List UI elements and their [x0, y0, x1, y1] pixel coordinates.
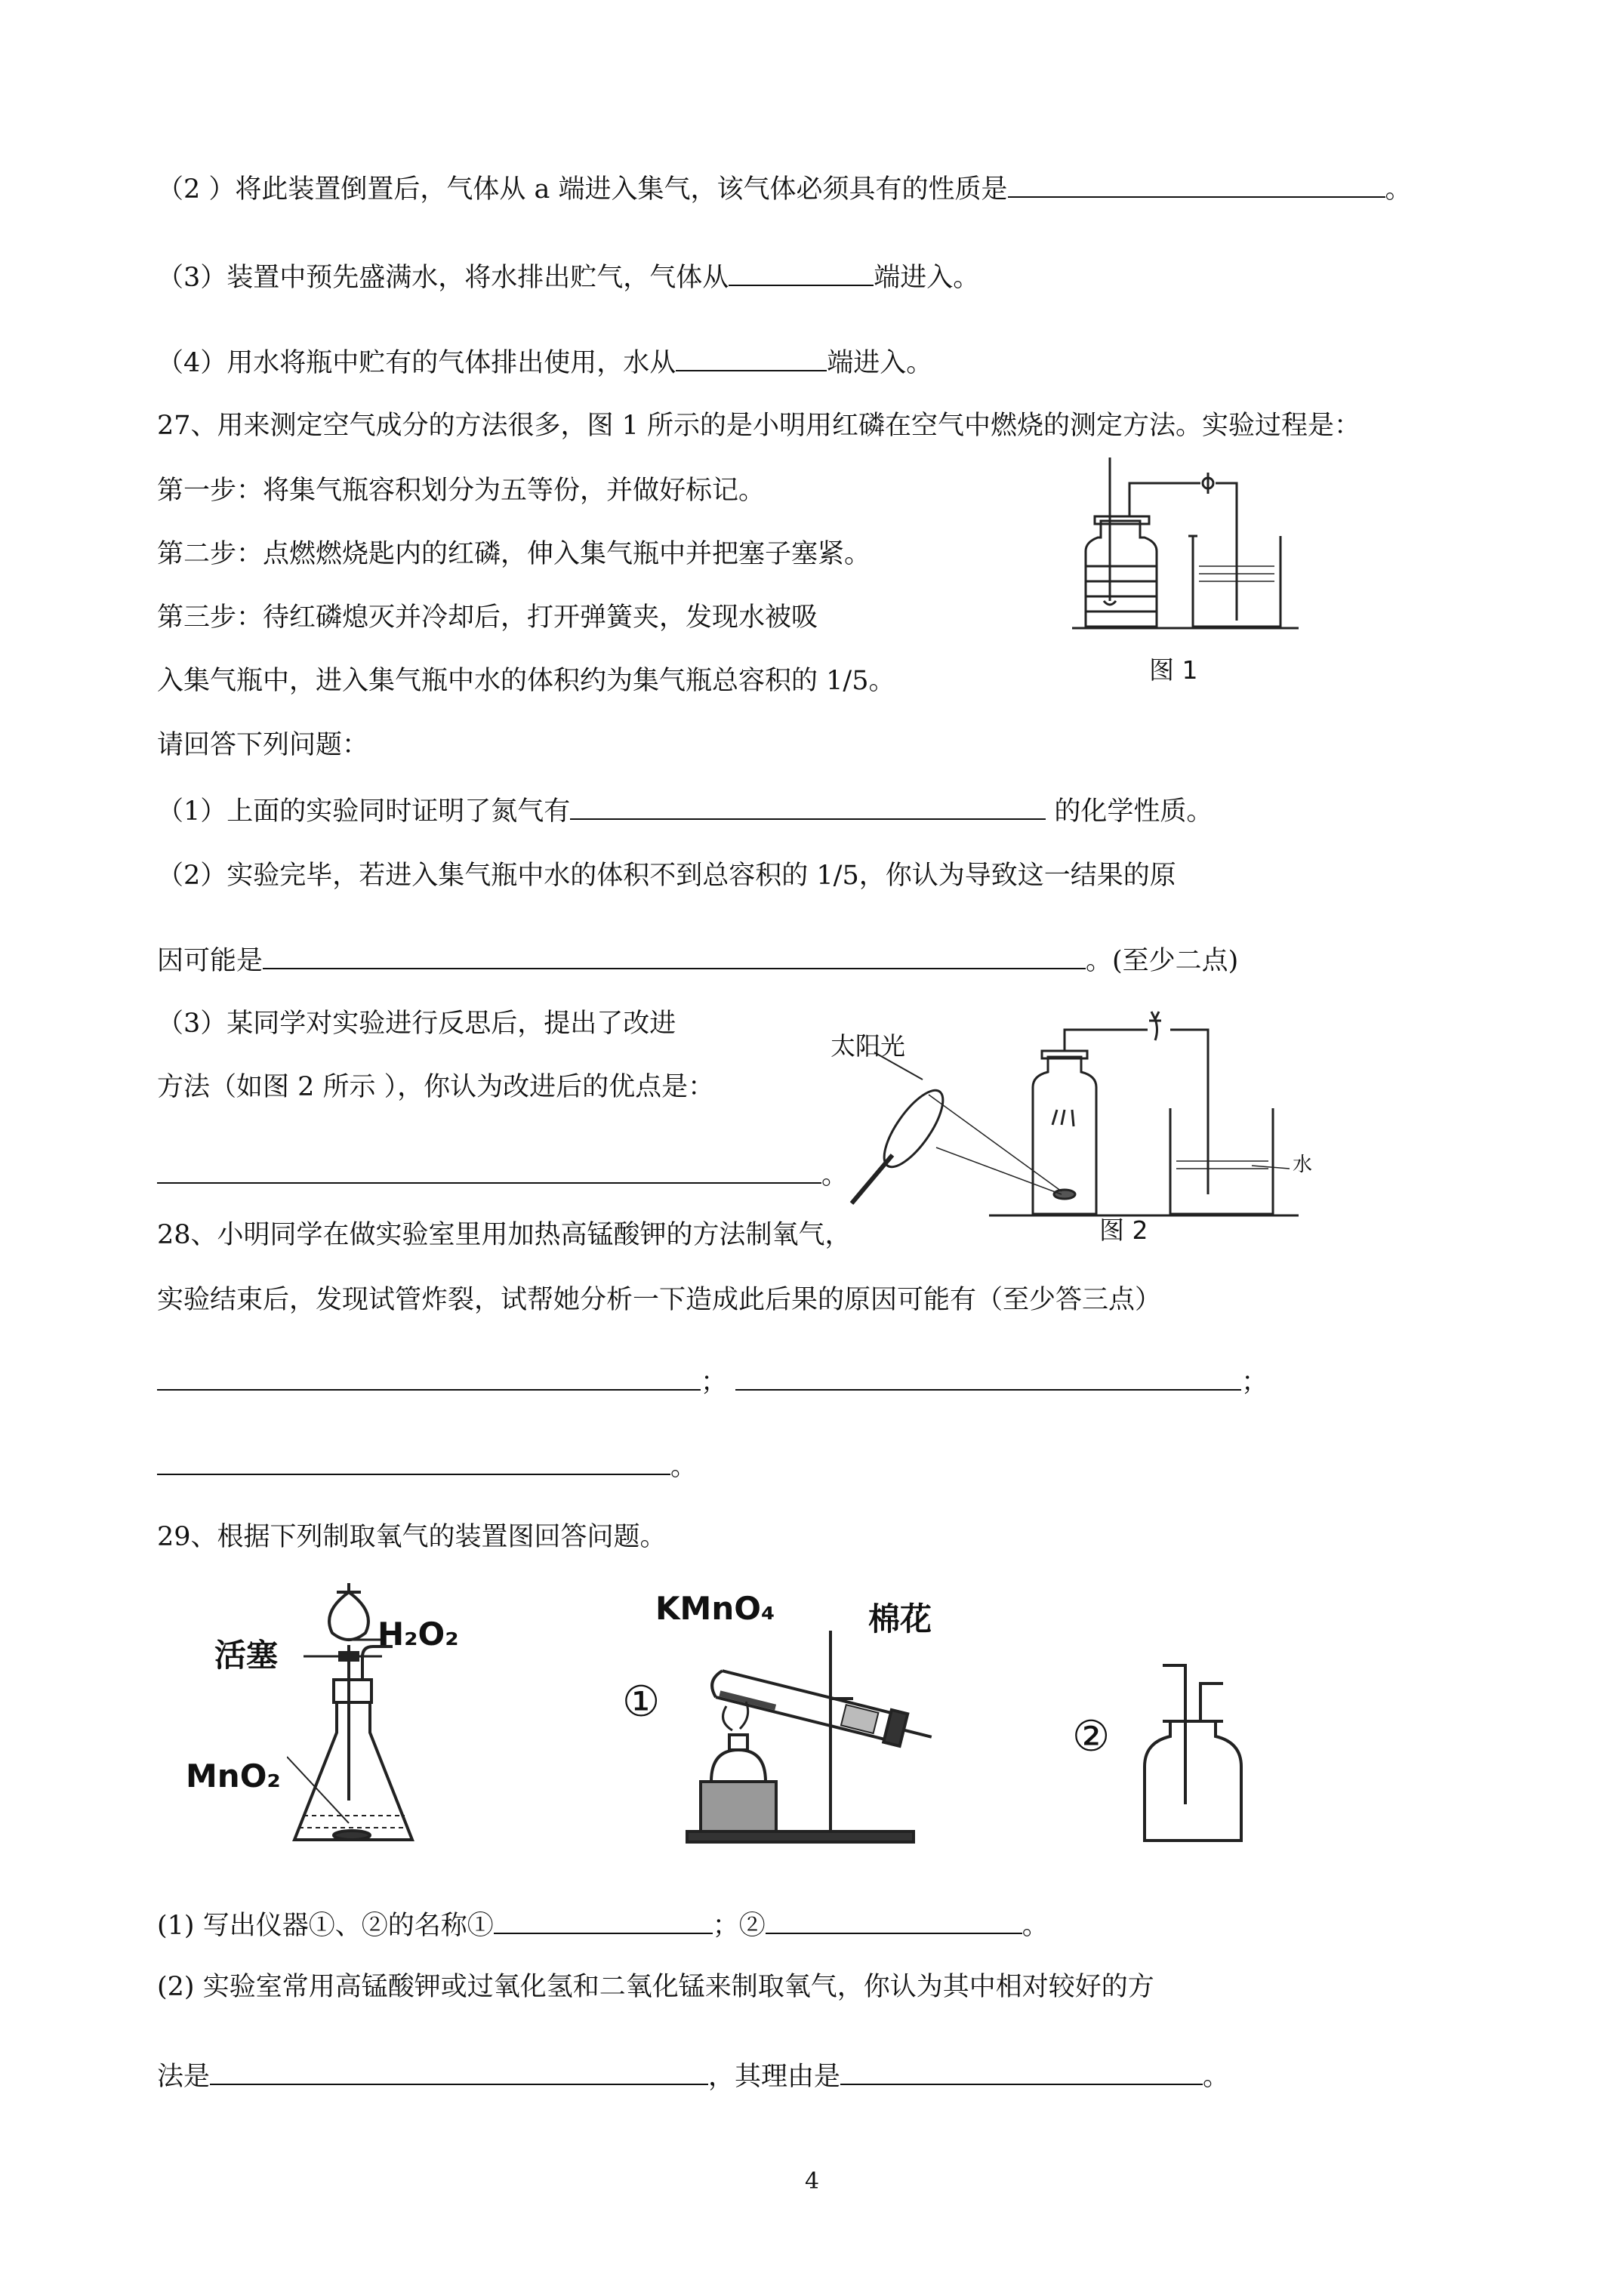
answer-blank[interactable] [676, 346, 827, 371]
answer-blank[interactable] [570, 794, 1046, 820]
q27-part-2a: （2）实验完毕，若进入集气瓶中水的体积不到总容积的 1/5，你认为导致这一结果的原 [157, 861, 1176, 891]
q28-answers-2: 。 [157, 1449, 697, 1483]
figure-1-caption: 图 1 [1149, 655, 1198, 685]
answer-blank[interactable] [729, 260, 874, 286]
answer-blank[interactable] [263, 944, 1086, 969]
reason-blank[interactable] [840, 2059, 1203, 2085]
answer-blank[interactable] [157, 1365, 701, 1391]
page-number: 4 [805, 2168, 820, 2195]
answer-blank[interactable] [735, 1365, 1241, 1391]
instrument-1-name-blank[interactable] [494, 1908, 713, 1934]
answer-blank[interactable] [1008, 172, 1385, 198]
instrument-1-marker: ① [622, 1677, 661, 1727]
instrument-2-name-blank[interactable] [766, 1908, 1022, 1934]
q28-answers-1: ； ； [157, 1365, 1268, 1399]
q27-ask: 请回答下列问题： [157, 730, 369, 760]
q27-part-1: （1）上面的实验同时证明了氮气有 的化学性质。 [157, 794, 1213, 828]
q27-step-2: 第二步：点燃燃烧匙内的红磷，伸入集气瓶中并把塞子塞紧。 [157, 539, 871, 569]
h2o2-label: H₂O₂ [377, 1616, 459, 1653]
better-method-blank[interactable] [210, 2059, 708, 2085]
q27-intro: 27、用来测定空气成分的方法很多，图 1 所示的是小明用红磷在空气中燃烧的测定方法。实验过程是： [157, 411, 1361, 441]
q26-line-3: （3）装置中预先盛满水，将水排出贮气，气体从 端进入。 [157, 260, 979, 294]
q29-part-2b: 法是 ，其理由是 。 [157, 2059, 1229, 2093]
q26-line-2: （2 ）将此装置倒置后，气体从 a 端进入集气，该气体必须具有的性质是 。 [157, 172, 1412, 206]
q27-step-3a: 第三步：待红磷熄灭并冷却后，打开弹簧夹，发现水被吸 [157, 602, 818, 633]
kmno4-label: KMnO₄ [655, 1590, 775, 1627]
figure-1-apparatus [1072, 453, 1299, 634]
q28-line-a: 28、小明同学在做实验室里用加热高锰酸钾的方法制氧气， [157, 1220, 852, 1250]
instrument-2-marker: ② [1072, 1712, 1111, 1761]
q26-line-4: （4）用水将瓶中贮有的气体排出使用，水从 端进入。 [157, 346, 932, 380]
cotton-label: 棉花 [868, 1600, 932, 1637]
q27-part-3a: （3）某同学对实验进行反思后，提出了改进 [157, 1009, 676, 1039]
q28-line-b: 实验结束后，发现试管炸裂，试帮她分析一下造成此后果的原因可能有（至少答三点） [157, 1285, 1162, 1315]
q29-intro: 29、根据下列制取氧气的装置图回答问题。 [157, 1522, 667, 1552]
mno2-label: MnO₂ [186, 1757, 281, 1794]
q27-part-3-answer: 。 [157, 1158, 848, 1192]
stopcock-leader [304, 1649, 387, 1664]
q27-step-3b: 入集气瓶中，进入集气瓶中水的体积约为集气瓶总容积的 1/5。 [157, 666, 895, 696]
answer-blank[interactable] [157, 1158, 821, 1184]
q29-part-2a: (2) 实验室常用高锰酸钾或过氧化氢和二氧化锰来制取氧气，你认为其中相对较好的方 [157, 1972, 1154, 2002]
q29-part-1: (1) 写出仪器①、②的名称① ；② 。 [157, 1908, 1049, 1942]
q27-part-3b: 方法（如图 2 所示 ），你认为改进后的优点是： [157, 1072, 715, 1102]
figure-2-apparatus [838, 997, 1306, 1223]
figure-2-caption: 图 2 [1099, 1215, 1148, 1245]
kmno4-heating-apparatus [664, 1623, 951, 1850]
stopcock-label: 活塞 [214, 1637, 279, 1674]
water-label: 水 [1293, 1154, 1313, 1176]
sunlight-label: 太阳光 [830, 1031, 905, 1061]
h2o2-leader [353, 1632, 384, 1647]
gas-collecting-bottle [1110, 1661, 1261, 1850]
q27-step-1: 第一步：将集气瓶容积划分为五等份，并做好标记。 [157, 476, 766, 506]
answer-blank[interactable] [157, 1449, 670, 1475]
q27-part-2b: 因可能是 。(至少二点) [157, 944, 1238, 978]
